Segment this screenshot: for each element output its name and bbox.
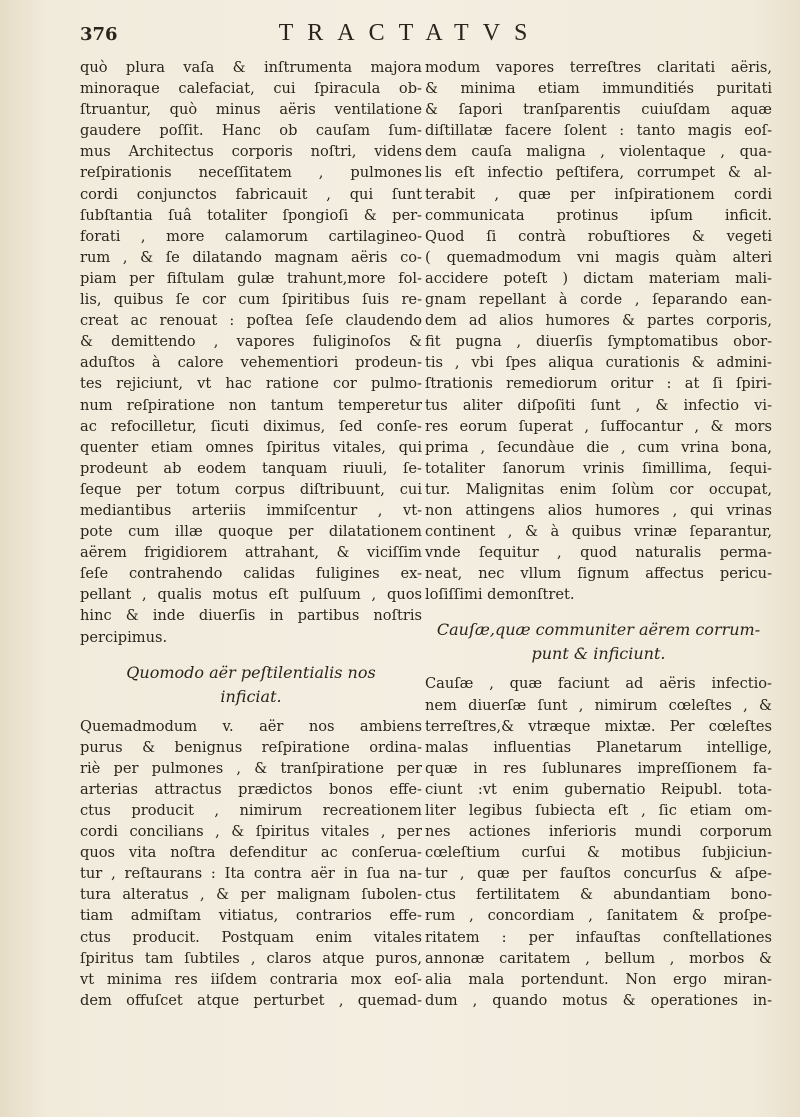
text-line: purus & benignus reſpiratione ordina- <box>80 738 422 756</box>
text-line: dem offuſcet atque perturbet , quemad- <box>80 991 422 1009</box>
text-line: aduſtos à calore vehementiori prodeun- <box>80 354 422 372</box>
text-line: tes rejiciunt, vt hac ratione cor pulmo- <box>80 375 422 393</box>
text-line: mus Architectus corporis noſtri, videns <box>80 143 422 161</box>
text-line: tur. Malignitas enim ſolùm cor occupat, <box>425 480 772 498</box>
text-line: ciunt :vt enim gubernatio Reipubl. tota- <box>425 780 772 798</box>
text-line: ſeque per totum corpus diſtribuunt, cui <box>80 480 422 498</box>
text-line: totaliter ſanorum vrinis ſimillima, ſequi- <box>425 459 772 477</box>
right-section-heading <box>425 619 772 667</box>
text-line: communicata protinus ipſum inficit. <box>425 206 772 224</box>
text-line: rum , concordiam , ſanitatem & proſpe- <box>425 907 772 925</box>
text-line: gaudere poſſit. Hanc ob cauſam ſum- <box>80 122 422 140</box>
text-line: cœleſtium curſui & motibus ſubjiciun- <box>425 844 772 862</box>
text-line: neat, nec vllum ſignum affectus pericu- <box>425 565 772 583</box>
text-line: piam per fiſtulam gulæ trahunt,more fol- <box>80 269 422 287</box>
text-line: ctus fertilitatem & abundantiam bono- <box>425 886 772 904</box>
text-line: alia mala portendunt. Non ergo miran- <box>425 970 772 988</box>
text-line: prodeunt ab eodem tanquam riuuli, ſe- <box>80 459 422 477</box>
text-line: ſeſe contrahendo calidas fuligines ex- <box>80 565 422 583</box>
text-line: modum vapores terreſtres claritati aëris, <box>425 59 772 76</box>
text-line: tus aliter diſpoſiti ſunt , & infectio vi- <box>425 396 772 414</box>
text-line: aërem frigidiorem attrahant, & viciſſim <box>80 544 422 562</box>
text-line: Cauſæ , quæ faciunt ad aëris infectio- <box>425 675 772 693</box>
text-line: reſpirationis neceſſitatem , pulmones <box>80 164 422 182</box>
text-line: ( quemadmodum vni magis quàm alteri <box>425 248 772 266</box>
text-line: & ſapori tranſparentis cuiuſdam aquæ <box>425 101 772 119</box>
right-column <box>425 57 772 1011</box>
text-line: hinc & inde diuerſis in partibus noſtris <box>80 607 422 625</box>
text-line: prima , ſecundàue die , cum vrina bona, <box>425 438 772 456</box>
text-line: forati , more calamorum cartilagineo- <box>80 227 422 245</box>
text-line: & demittendo , vapores fuliginoſos & <box>80 333 422 351</box>
left-section-heading <box>80 662 422 710</box>
text-line: minoraque calefaciat, cui ſpiracula ob- <box>80 80 422 98</box>
text-line: dem ad alios humores & partes corporis, <box>425 312 772 330</box>
text-line: ctus producit , nimirum recreationem <box>80 802 422 819</box>
text-line: liter legibus ſubiecta eſt , ſic etiam om- <box>425 802 772 819</box>
text-line: tura alteratus , & per malignam ſubolen- <box>80 886 422 904</box>
text-line: tur , reſtaurans : Ita contra aër in ſua na- <box>80 865 422 883</box>
text-line: res eorum ſuperat , ſuffocantur , & mors <box>425 417 772 435</box>
text-line: dem cauſa maligna , violentaque , qua- <box>425 143 772 161</box>
text-line: lis eſt infectio peſtifera, corrumpet & al- <box>425 164 772 182</box>
text-line: Quemadmodum v. aër nos ambiens <box>80 717 422 735</box>
text-line: creat ac renouat : poſtea ſeſe claudendo <box>80 312 422 330</box>
text-line: gnam repellant à corde , ſeparando ean- <box>425 291 772 309</box>
text-line: ſtrationis remediorum oritur : at ſi ſpiri- <box>425 375 772 393</box>
text-line: accidere poteſt ) dictam materiam mali- <box>425 269 772 287</box>
text-line: ac refocilletur, ſicuti diximus, ſed conſe- <box>80 417 422 435</box>
text-line: lis, quibus ſe cor cum ſpiritibus ſuis re- <box>80 291 422 309</box>
text-line: fit pugna , diuerſis ſymptomatibus obor- <box>425 333 772 351</box>
text-line: continent , & à quibus vrinæ ſeparantur, <box>425 523 772 541</box>
text-line: non attingens alios humores , qui vrinas <box>425 501 772 519</box>
text-line: terreſtres,& vtræque mixtæ. Per cœleſtes <box>425 717 772 735</box>
text-line: nes actiones inferioris mundi corporum <box>425 823 772 841</box>
text-line: ritatem : per infauſtas conſtellationes <box>425 928 772 946</box>
heading-line: Cauſæ,quæ communiter aërem corrum- <box>436 620 761 640</box>
text-line: mediantibus arteriis immiſcentur , vt- <box>80 501 422 519</box>
text-line: malas influentias Planetarum intellige, <box>425 738 772 756</box>
text-line: & minima etiam immunditiés puritati <box>425 80 772 98</box>
text-line: Quod ſi contrà robuſtiores & vegeti <box>425 227 772 245</box>
text-line: quos vita noſtra defenditur ac conſerua- <box>80 844 422 862</box>
text-line: cordi conjunctos fabricauit , qui ſunt <box>80 185 422 203</box>
text-line: rum , & ſe dilatando magnam aëris co- <box>80 248 422 266</box>
text-line: ſtruantur, quò minus aëris ventilatione <box>80 101 422 119</box>
text-line: arterias attractus prædictos bonos effe- <box>80 780 422 798</box>
text-line: ctus producit. Postquam enim vitales <box>80 928 422 946</box>
text-line: pote cum illæ quoque per dilatationem <box>80 523 422 541</box>
text-line: dum , quando motus & operationes in- <box>425 991 772 1009</box>
text-line: ſpiritus tam ſubtiles , claros atque puros, <box>80 949 422 967</box>
text-line: ſubſtantia ſuâ totaliter ſpongioſi & per- <box>80 206 422 224</box>
text-line: tis , vbi ſpes aliqua curationis & admini- <box>425 354 772 372</box>
left-column <box>80 57 422 1011</box>
right-paragraph-2 <box>425 673 772 1011</box>
text-line: quò plura vaſa & inſtrumenta majora <box>80 59 422 76</box>
text-line: annonæ caritatem , bellum , morbos & <box>425 949 772 967</box>
text-line: terabit , quæ per inſpirationem cordi <box>425 185 772 203</box>
text-line: vnde ſequitur , quod naturalis perma- <box>425 544 772 562</box>
text-line: diſtillatæ facere ſolent : tanto magis eoſ- <box>425 122 772 140</box>
right-paragraph-1 <box>425 57 772 605</box>
heading-line: inficiat. <box>220 686 282 706</box>
running-title: TRACTATVS <box>278 20 542 46</box>
text-line: tur , quæ per fauſtos concurſus & aſpe- <box>425 865 772 883</box>
text-line: pellant , qualis motus eſt pulſuum , quos <box>80 586 422 604</box>
heading-line: Quomodo aër peſtilentialis nos <box>126 662 376 682</box>
heading-line: punt & inficiunt. <box>531 644 666 664</box>
text-line: riè per pulmones , & tranſpiratione per <box>80 759 422 777</box>
text-line: num reſpiratione non tantum temperetur <box>80 396 422 414</box>
page-number: 376 <box>80 24 118 45</box>
text-line: tiam admiſtam vitiatus, contrarios effe- <box>80 907 422 925</box>
text-line: loſiſſimi demonſtret. <box>425 586 575 604</box>
text-line: percipimus. <box>80 628 168 646</box>
page-header <box>60 18 760 52</box>
text-line: quenter etiam omnes ſpiritus vitales, qui <box>80 438 422 456</box>
left-paragraph-1 <box>80 57 422 648</box>
text-line: cordi concilians , & ſpiritus vitales , per <box>80 823 422 841</box>
left-paragraph-2 <box>80 716 422 1011</box>
text-line: vt minima res iiſdem contraria mox eoſ- <box>80 970 422 988</box>
text-line: nem diuerſæ ſunt , nimirum cœleſtes , & <box>425 696 772 714</box>
text-line: quæ in res ſublunares impreſſionem fa- <box>425 759 772 777</box>
